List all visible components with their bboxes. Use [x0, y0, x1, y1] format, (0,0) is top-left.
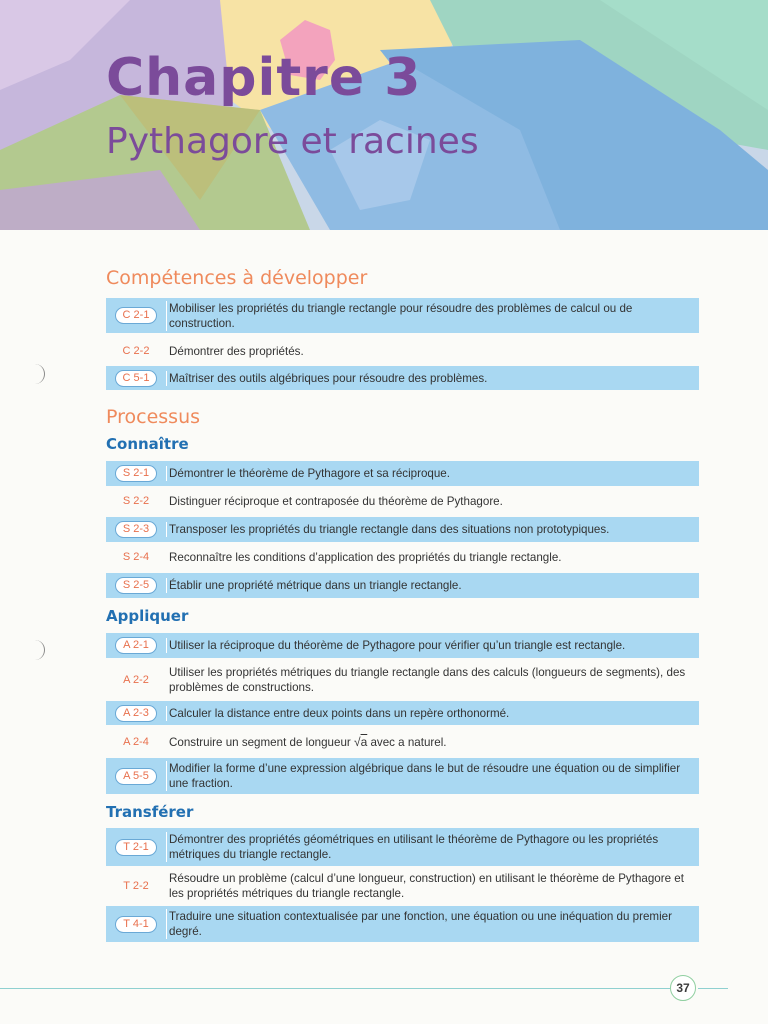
appliquer-title: Appliquer: [106, 607, 189, 625]
square-root-symbol: √a: [353, 734, 368, 749]
competence-text: Maîtriser des outils algébriques pour résoudre des problèmes.: [166, 371, 699, 386]
processus-row: [106, 701, 699, 725]
chapter-banner: [0, 0, 768, 230]
processus-row: [106, 728, 699, 756]
processus-text: Résoudre un problème (calcul d’une longueur, construction) en utilisant le théorème de Pythagore et les propriétés métriques du triangle rectangle.: [169, 872, 684, 900]
processus-code-badge: S 2-4: [122, 551, 150, 563]
processus-code-badge: T 2-1: [106, 839, 166, 856]
processus-text: Traduire une situation contextualisée par une fonction, une équation ou une inéquation du premier degré.: [166, 909, 699, 939]
processus-row: [106, 489, 699, 514]
competence-row: [106, 298, 699, 333]
processus-text: Établir une propriété métrique dans un triangle rectangle.: [166, 578, 699, 593]
processus-code-badge: A 2-4: [123, 735, 149, 748]
processus-row: [106, 573, 699, 598]
processus-row: [106, 545, 699, 570]
processus-text: Calculer la distance entre deux points dans un repère orthonormé.: [166, 706, 699, 721]
competence-row: [106, 338, 699, 364]
processus-text: Modifier la forme d’une expression algébrique dans le but de résoudre une équation ou de simplifier une fraction.: [166, 761, 699, 791]
competence-row: [106, 366, 699, 390]
processus-text: Construire un segment de longueur √a avec a naturel.: [169, 734, 447, 749]
processus-code-badge: A 2-1: [106, 637, 166, 654]
banner-background: [0, 0, 768, 230]
processus-text: Distinguer réciproque et contraposée du théorème de Pythagore.: [169, 495, 503, 508]
footer-rule: [698, 988, 728, 989]
processus-code-badge: A 2-3: [106, 705, 166, 722]
processus-code-badge: S 2-5: [106, 577, 166, 594]
processus-text: Reconnaître les conditions d’application des propriétés du triangle rectangle.: [169, 551, 562, 564]
processus-text: Utiliser les propriétés métriques du triangle rectangle dans des calculs (longueurs de segments), des problèmes de constructions.: [169, 666, 686, 694]
chapter-subtitle: Pythagore et racines: [106, 121, 479, 162]
processus-row: [106, 758, 699, 794]
processus-code-badge: T 2-2: [123, 879, 149, 892]
processus-code-badge: T 4-1: [106, 916, 166, 933]
processus-text: Transposer les propriétés du triangle rectangle dans des situations non prototypiques.: [166, 522, 699, 537]
chapter-title: Chapitre 3: [106, 48, 422, 108]
processus-text: Démontrer le théorème de Pythagore et sa réciproque.: [166, 466, 699, 481]
competence-text: Mobiliser les propriétés du triangle rectangle pour résoudre des problèmes de calcul ou de construction.: [166, 301, 699, 331]
processus-row: [106, 517, 699, 542]
processus-row: [106, 633, 699, 658]
transferer-title: Transférer: [106, 803, 194, 821]
processus-text: Utiliser la réciproque du théorème de Pythagore pour vérifier qu’un triangle est rectangle.: [166, 638, 699, 653]
processus-row: [106, 661, 699, 699]
processus-code-badge: S 2-2: [122, 495, 150, 507]
processus-code-badge: A 5-5: [106, 768, 166, 785]
connaitre-title: Connaître: [106, 435, 189, 453]
processus-code-badge: S 2-3: [106, 521, 166, 538]
competence-code-badge: C 2-1: [106, 307, 166, 324]
processus-row: [106, 828, 699, 866]
competence-code-badge: C 2-2: [122, 344, 150, 357]
processus-title: Processus: [106, 406, 201, 428]
competence-text: Démontrer des propriétés.: [169, 344, 304, 358]
page-number: 37: [670, 975, 696, 1001]
competences-title: Compétences à développer: [106, 267, 368, 289]
binder-hole-mark: [30, 640, 45, 660]
processus-row: [106, 868, 699, 904]
processus-code-badge: A 2-2: [123, 673, 149, 686]
processus-text: Démontrer des propriétés géométriques en utilisant le théorème de Pythagore ou les propriétés métriques du triangle rectangle.: [166, 832, 699, 862]
processus-row: [106, 461, 699, 486]
footer-rule: [0, 988, 670, 989]
processus-code-badge: S 2-1: [106, 465, 166, 482]
processus-row: [106, 906, 699, 942]
competence-code-badge: C 5-1: [106, 370, 166, 387]
binder-hole-mark: [30, 364, 45, 384]
